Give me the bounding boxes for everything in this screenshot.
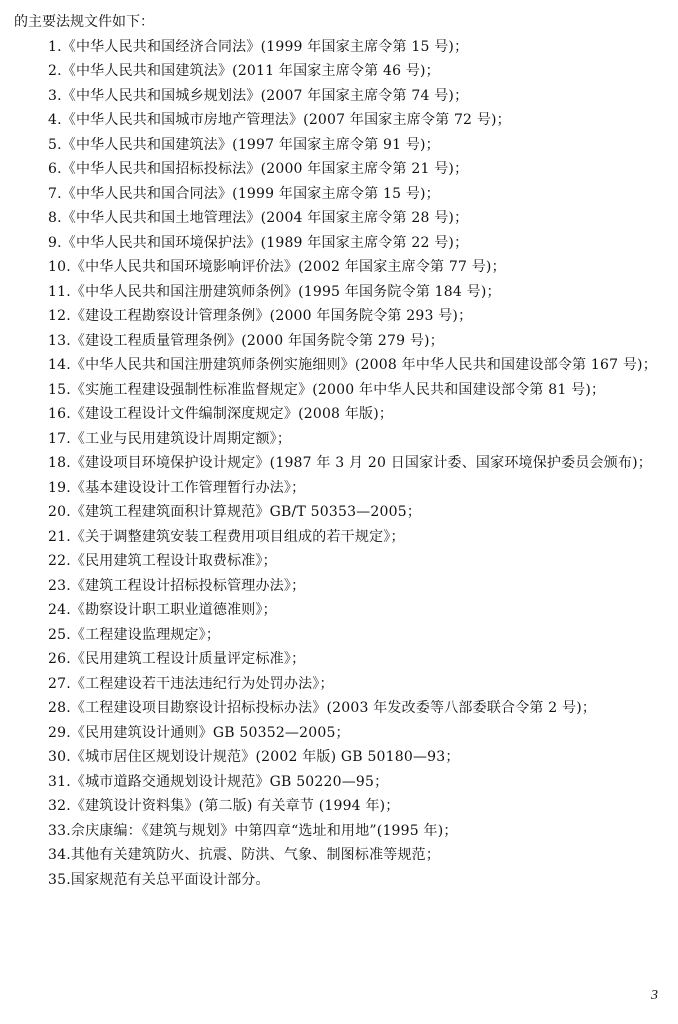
item-number: 2. xyxy=(48,63,62,79)
item-text: 《关于调整建筑安装工程费用项目组成的若干规定》； xyxy=(70,528,405,545)
list-item xyxy=(14,59,664,84)
item-number: 14. xyxy=(48,357,71,373)
list-item xyxy=(14,427,664,452)
item-text: 《民用建筑设计通则》GB 50352—2005； xyxy=(70,724,350,741)
list-item xyxy=(14,255,664,280)
list-item xyxy=(14,35,664,60)
item-text: 《中华人民共和国经济合同法》(1999 年国家主席令第 15 号)； xyxy=(61,38,469,55)
list-item xyxy=(14,623,664,648)
item-text: 《中华人民共和国招标投标法》(2000 年国家主席令第 21 号)； xyxy=(61,161,469,177)
item-number: 29. xyxy=(48,724,71,741)
list-item xyxy=(14,721,664,746)
list-item xyxy=(14,84,664,109)
item-number: 1. xyxy=(48,38,62,55)
item-text: 《工程建设项目勘察设计招标投标办法》(2003 年发改委等八部委联合令第 2 号)； xyxy=(70,700,597,716)
item-text: 《勘察设计职工职业道德准则》； xyxy=(70,602,277,618)
item-text: 《建设项目环境保护设计规定》(1987 年 3 月 20 日国家计委、国家环境保护委员会颁布)； xyxy=(70,455,652,471)
item-text: 《建筑工程设计招标投标管理办法》； xyxy=(70,577,306,594)
item-text: 《民用建筑工程设计取费标准》； xyxy=(70,553,277,569)
item-text: 《中华人民共和国注册建筑师条例实施细则》(2008 年中华人民共和国建设部令第 167 号)； xyxy=(70,357,657,373)
item-number: 21. xyxy=(48,528,71,545)
list-item xyxy=(14,794,664,819)
item-number: 10. xyxy=(48,259,71,275)
item-number: 12. xyxy=(48,308,71,324)
item-text: 《中华人民共和国合同法》(1999 年国家主席令第 15 号)； xyxy=(61,185,440,202)
list-item xyxy=(14,843,664,868)
item-text: 《建设工程设计文件编制深度规定》(2008 年版)； xyxy=(70,406,394,422)
list-item xyxy=(14,231,664,256)
item-text: 《工程建设若干违法违纪行为处罚办法》； xyxy=(70,675,334,692)
item-text: 《中华人民共和国城乡规划法》(2007 年国家主席令第 74 号)； xyxy=(61,87,469,104)
list-item xyxy=(14,402,664,427)
list-item xyxy=(14,819,664,844)
item-number: 5. xyxy=(48,136,62,153)
item-number: 7. xyxy=(48,185,62,202)
item-number: 20. xyxy=(48,504,71,520)
intro-text: 的主要法规文件如下： xyxy=(14,14,154,30)
item-number: 9. xyxy=(48,234,62,251)
item-number: 28. xyxy=(48,700,71,716)
item-number: 33. xyxy=(48,822,71,839)
item-number: 3. xyxy=(48,87,62,104)
list-item xyxy=(14,525,664,550)
item-text: 《实施工程建设强制性标准监督规定》(2000 年中华人民共和国建设部令第 81 号)； xyxy=(70,381,606,398)
list-item xyxy=(14,574,664,599)
list-item xyxy=(14,206,664,231)
list-item xyxy=(14,696,664,721)
item-number: 19. xyxy=(48,479,71,496)
item-number: 13. xyxy=(48,332,71,349)
item-number: 23. xyxy=(48,577,71,594)
item-number: 30. xyxy=(48,749,71,765)
list-item xyxy=(14,182,664,207)
list-item xyxy=(14,598,664,623)
document-page xyxy=(14,10,664,892)
item-text: 《中华人民共和国建筑法》(1997 年国家主席令第 91 号)； xyxy=(61,136,440,153)
item-text: 《建筑设计资料集》(第二版) 有关章节 (1994 年)； xyxy=(70,798,400,814)
item-text: 《建设工程勘察设计管理条例》(2000 年国务院令第 293 号)； xyxy=(70,308,473,324)
item-number: 22. xyxy=(48,553,71,569)
item-text: 《城市居住区规划设计规范》(2002 年版) GB 50180—93； xyxy=(70,749,460,765)
item-text: 《中华人民共和国土地管理法》(2004 年国家主席令第 28 号)； xyxy=(61,210,469,226)
item-number: 6. xyxy=(48,161,62,177)
item-number: 31. xyxy=(48,773,71,790)
item-number: 34. xyxy=(48,847,71,863)
list-item xyxy=(14,329,664,354)
item-number: 26. xyxy=(48,651,71,667)
item-number: 4. xyxy=(48,112,62,128)
list-item xyxy=(14,451,664,476)
item-text: 《中华人民共和国城市房地产管理法》(2007 年国家主席令第 72 号)； xyxy=(61,112,511,128)
item-number: 15. xyxy=(48,381,71,398)
item-number: 35. xyxy=(48,871,71,888)
list-item xyxy=(14,157,664,182)
item-text: 《中华人民共和国环境影响评价法》(2002 年国家主席令第 77 号)； xyxy=(70,259,506,275)
item-text: 《建设工程质量管理条例》(2000 年国务院令第 279 号)； xyxy=(70,332,444,349)
list-item xyxy=(14,500,664,525)
list-item xyxy=(14,353,664,378)
item-number: 17. xyxy=(48,430,71,447)
item-number: 16. xyxy=(48,406,71,422)
item-text: 《民用建筑工程设计质量评定标准》； xyxy=(70,651,306,667)
list-item xyxy=(14,304,664,329)
item-number: 27. xyxy=(48,675,71,692)
item-number: 32. xyxy=(48,798,71,814)
item-number: 11. xyxy=(48,283,71,300)
list-item xyxy=(14,108,664,133)
list-item xyxy=(14,868,664,893)
item-number: 8. xyxy=(48,210,62,226)
list-item xyxy=(14,672,664,697)
item-text: 国家规范有关总平面设计部分。 xyxy=(70,871,270,888)
list-item xyxy=(14,549,664,574)
item-text: 《工程建设监理规定》； xyxy=(70,626,221,643)
item-number: 24. xyxy=(48,602,71,618)
list-item xyxy=(14,647,664,672)
list-item xyxy=(14,280,664,305)
regulations-list xyxy=(14,35,664,893)
item-text: 《工业与民用建筑设计周期定额》； xyxy=(70,430,292,447)
list-item xyxy=(14,476,664,501)
item-text: 《中华人民共和国建筑法》(2011 年国家主席令第 46 号)； xyxy=(61,63,440,79)
item-text: 《基本建设设计工作管理暂行办法》； xyxy=(70,479,306,496)
item-text: 其他有关建筑防火、抗震、防洪、气象、制图标准等规范； xyxy=(70,847,441,863)
list-item xyxy=(14,770,664,795)
list-item xyxy=(14,378,664,403)
item-text: 佘庆康编：《建筑与规划》中第四章“选址和用地”(1995 年)； xyxy=(70,822,458,839)
page-number: 3 xyxy=(651,988,658,1003)
item-text: 《城市道路交通规划设计规范》GB 50220—95； xyxy=(70,773,389,790)
item-number: 18. xyxy=(48,455,71,471)
item-number: 25. xyxy=(48,626,71,643)
list-item xyxy=(14,745,664,770)
item-text: 《中华人民共和国注册建筑师条例》(1995 年国务院令第 184 号)； xyxy=(70,283,501,300)
list-item xyxy=(14,133,664,158)
item-text: 《中华人民共和国环境保护法》(1989 年国家主席令第 22 号)； xyxy=(61,234,469,251)
item-text: 《建筑工程建筑面积计算规范》GB/T 50353—2005； xyxy=(70,504,422,520)
